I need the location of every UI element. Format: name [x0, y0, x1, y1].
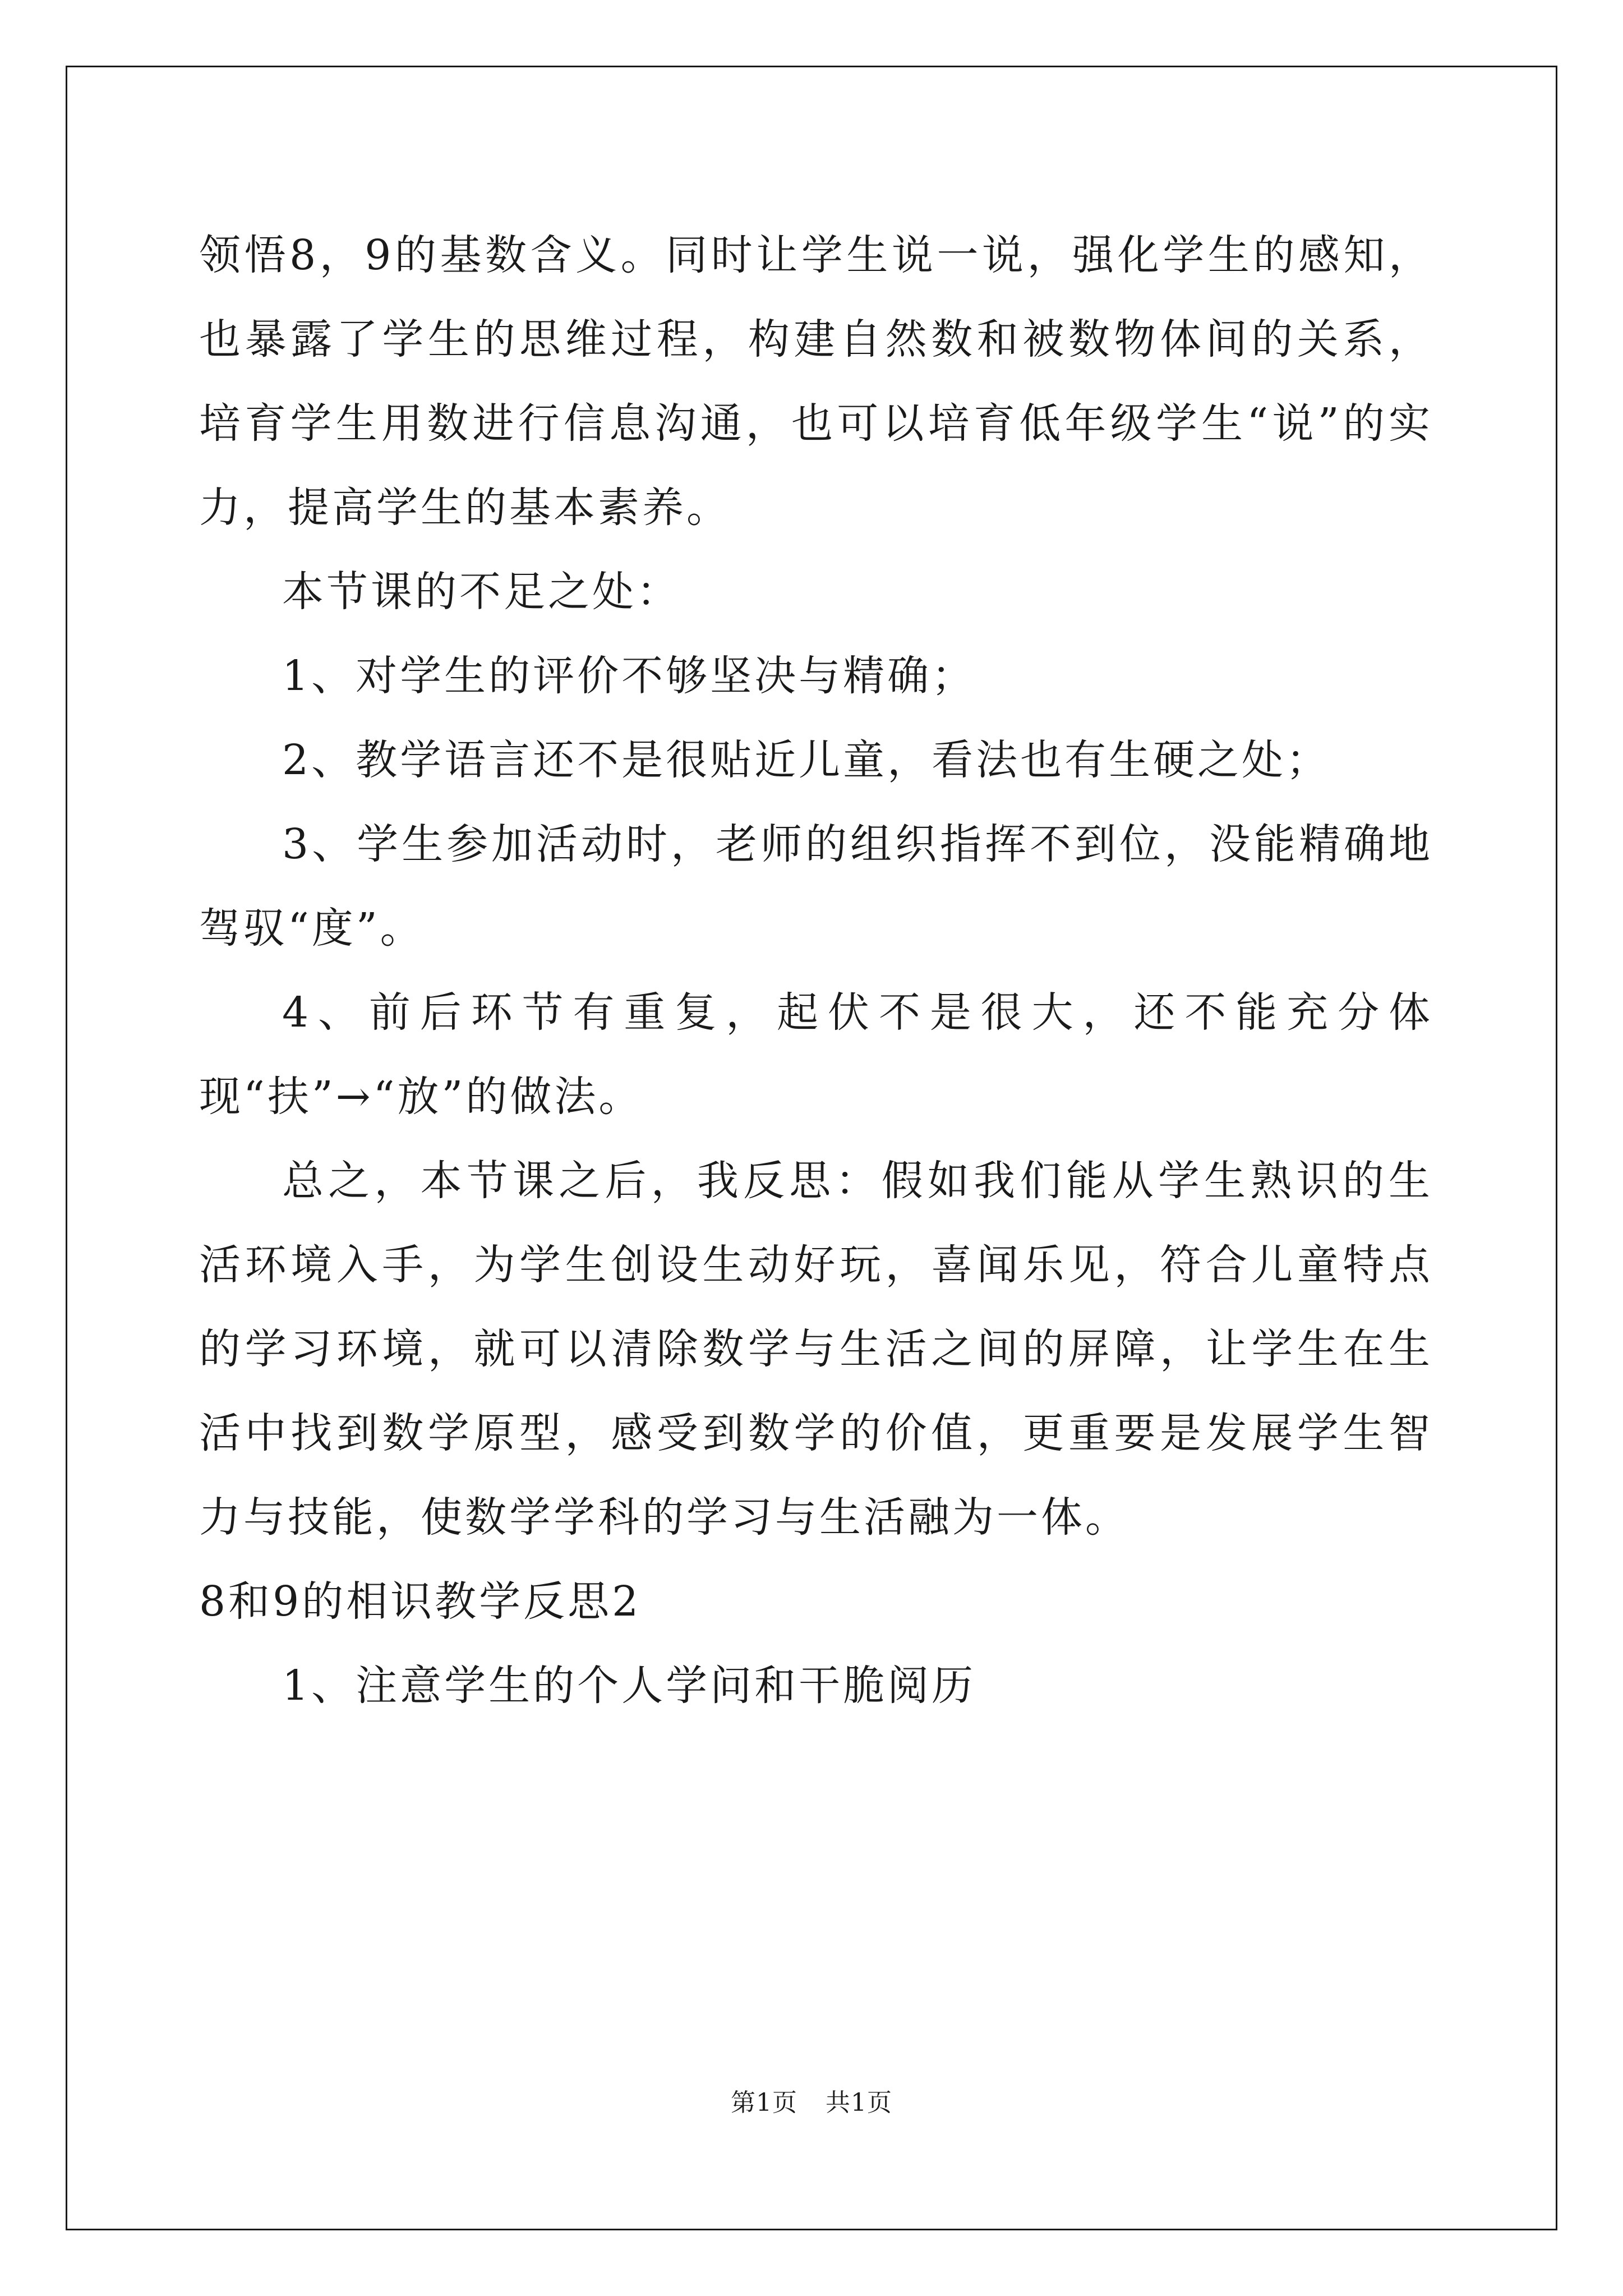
section-heading: 8和9的相识教学反思2 [199, 1577, 642, 1626]
section-list-item-1: 1、注意学生的个人学问和干脆阅历 [282, 1662, 976, 1710]
list-item-4: 4、前后环节有重复，起伏不是很大，还不能充分体现“扶”→“放”的做法。 [199, 988, 1433, 1121]
page-total: 共1页 [826, 2088, 892, 2117]
list-item-2: 2、教学语言还不是很贴近儿童，看法也有生硬之处； [282, 736, 1331, 784]
paragraph-continuation: 领悟8，9的基数含义。同时让学生说一说，强化学生的感知，也暴露了学生的思维过程，构建自然数和被数物体间的关系，培育学生用数进行信息沟通，也可以培育低年级学生“说”的实力，提高学生的基本素养。 [199, 231, 1433, 532]
document-body [199, 213, 1433, 1728]
list-item-3: 3、学生参加活动时，老师的组织指挥不到位，没能精确地驾驭“度”。 [199, 820, 1433, 953]
page-number: 第1页 [731, 2088, 797, 2117]
page-footer [0, 2082, 1623, 2118]
paragraph-shortcomings-intro: 本节课的不足之处： [282, 568, 681, 616]
paragraph-conclusion: 总之，本节课之后，我反思：假如我们能从学生熟识的生活环境入手，为学生创设生动好玩，喜闻乐见，符合儿童特点的学习环境，就可以清除数学与生活之间的屏障，让学生在生活中找到数学原型，感受到数学的价值，更重要是发展学生智力与技能，使数学学科的学习与生活融为一体。 [199, 1157, 1433, 1542]
list-item-1: 1、对学生的评价不够坚决与精确； [282, 652, 976, 700]
